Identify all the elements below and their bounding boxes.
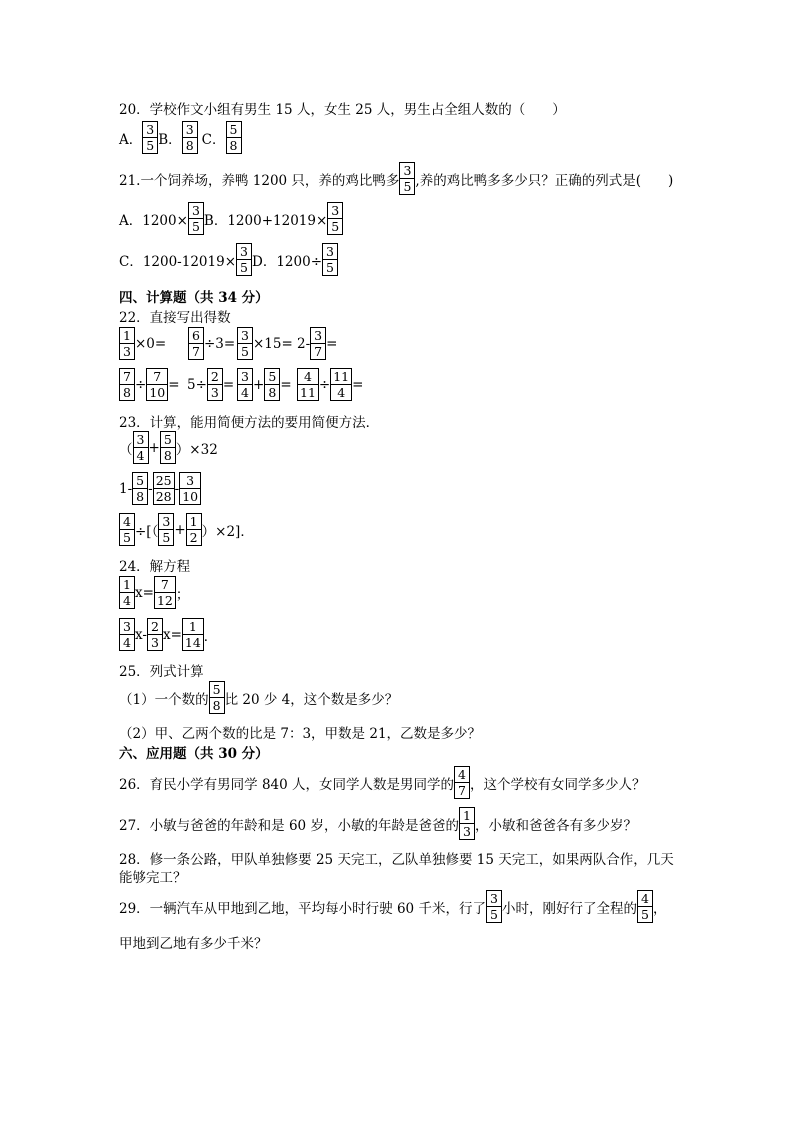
q25-item-1 — [119, 681, 398, 714]
operator: + — [148, 439, 160, 456]
q23-expr-3 — [119, 513, 254, 546]
fraction: $\frac{1}{2}$ — [186, 513, 202, 546]
operator: - — [148, 480, 153, 497]
q22-expr-8 — [297, 368, 363, 401]
fraction: $\frac{3}{5}$ — [327, 202, 343, 235]
expr-text: （1）一个数的 — [119, 691, 209, 708]
q25-title: 25．列式计算 — [119, 664, 204, 680]
fraction: $\frac{3}{5}$ — [236, 243, 252, 276]
q24-eq-1 — [119, 576, 189, 609]
q21-stem — [119, 162, 673, 195]
q22-expr-4 — [297, 327, 337, 360]
fraction: $\frac{3}{5}$ — [322, 243, 338, 276]
q29-text-c: ， — [652, 900, 667, 917]
expr-text: ×15= — [253, 335, 293, 352]
fraction: 3 4 — [133, 431, 149, 464]
operator: ÷ — [318, 376, 331, 393]
option-c-label: C． — [201, 131, 226, 148]
fraction: 3 4 — [119, 618, 135, 651]
fraction: 3 10 — [179, 472, 201, 505]
q29-text-b: 小时，刚好行了全程的 — [501, 900, 637, 917]
q21-text-b: ,养的鸡比鸭多多少只？正确的列式是( ) — [415, 172, 674, 189]
q22-expr-2 — [188, 327, 235, 360]
q27-text-a: 27．小敏与爸爸的年龄和是 60 岁，小敏的年龄是爸爸的 — [119, 817, 459, 834]
fraction: 3 5 — [399, 162, 415, 195]
q22-expr-7 — [237, 368, 292, 401]
section-4-heading: 四、计算题（共 34 分） — [119, 290, 269, 306]
expr-text: 比 20 少 4，这个数是多少？ — [224, 691, 399, 708]
fraction: $\frac{4}{11}$ — [297, 368, 319, 401]
expr-text: 5÷ — [187, 376, 207, 393]
q25-item-2: （2）甲、乙两个数的比是 7：3，甲数是 21，乙数是多少？ — [119, 726, 482, 742]
q26 — [119, 766, 646, 799]
fraction: $\frac{3}{5}$ — [188, 202, 204, 235]
expr-text: ）×32 — [175, 441, 218, 458]
expr-text: 1- — [119, 480, 133, 497]
q23-expr-2 — [119, 472, 201, 505]
q24-eq-2 — [119, 618, 217, 651]
fraction: $\frac{4}{5}$ — [119, 513, 135, 546]
q22-expr-6 — [187, 368, 234, 401]
q22-expr-3 — [237, 327, 293, 360]
fraction: $\frac{5}{8}$ — [264, 368, 280, 401]
q20-options — [119, 121, 242, 154]
fraction: 2 3 — [147, 618, 163, 651]
expr-text: ×0= — [135, 335, 167, 352]
fraction: 3 8 — [182, 121, 198, 154]
fraction: 5 8 — [132, 472, 148, 505]
q27-text-b: ，小敏和爸爸各有多少岁？ — [474, 817, 637, 834]
fraction: 3 5 — [486, 890, 502, 923]
expr-text: （ — [119, 441, 133, 458]
section-6-heading: 六、应用题（共 30 分） — [119, 746, 269, 762]
expr-text: ． — [203, 628, 218, 645]
expr-text: = — [352, 376, 364, 393]
q22-title: 22．直接写出得数 — [119, 310, 231, 326]
fraction: $\frac{3}{5}$ — [237, 327, 253, 360]
expr-text: = — [280, 376, 292, 393]
fraction: 3 5 — [158, 513, 174, 546]
q21-text-a: 21.一个饲养场，养鸭 1200 只，养的鸡比鸭多 — [119, 172, 400, 189]
fraction: 1 3 — [459, 807, 475, 840]
fraction: 3 5 — [142, 121, 158, 154]
fraction: $\frac{7}{10}$ — [146, 368, 168, 401]
fraction: 25 28 — [153, 472, 175, 505]
expr-text: x= — [162, 626, 182, 643]
fraction: $\frac{11}{4}$ — [330, 368, 352, 401]
fraction: $\frac{2}{3}$ — [207, 368, 223, 401]
q21-options-ab — [119, 202, 343, 235]
q28-line-1: 28．修一条公路，甲队单独修要 25 天完工，乙队单独修要 15 天完工，如果两队合作，几天 — [119, 852, 674, 868]
expr-text: x- — [135, 626, 147, 643]
q23-expr-1 — [119, 431, 218, 464]
q29-line-2: 甲地到乙地有多少千米？ — [119, 936, 268, 952]
fraction: 5 8 — [226, 121, 242, 154]
fraction: 3 4 — [237, 368, 253, 401]
expr-text: = — [326, 335, 338, 352]
expr-text: ）×2]． — [201, 523, 254, 540]
q22-expr-5 — [119, 368, 180, 401]
option-c-label: C．1200-12019× — [119, 253, 237, 270]
expr-text: ÷3= — [204, 335, 236, 352]
fraction: 4 7 — [454, 766, 470, 799]
option-a-label: A． — [119, 131, 143, 148]
q23-title: 23．计算，能用简便方法的要用简便方法． — [119, 415, 380, 431]
q26-text-a: 26．育民小学有男同学 840 人，女同学人数是男同学的 — [119, 776, 455, 793]
operator: ÷ — [135, 376, 147, 393]
expr-text: x= — [135, 584, 154, 601]
expr-text: 2- — [297, 335, 311, 352]
q21-options-cd — [119, 243, 338, 276]
option-b-label: B．1200+12019× — [203, 212, 328, 229]
fraction: $\frac{7}{12}$ — [154, 576, 176, 609]
expr-text: = — [222, 376, 235, 393]
operator: + — [174, 521, 186, 538]
fraction: $\frac{1}{14}$ — [182, 618, 204, 651]
fraction: 5 8 — [209, 681, 225, 714]
fraction: 1 4 — [119, 576, 135, 609]
q28-line-2: 能够完工？ — [119, 870, 187, 886]
operator: - — [174, 480, 180, 497]
fraction: 4 5 — [637, 890, 653, 923]
option-d-label: D．1200÷ — [252, 253, 323, 270]
fraction: $\frac{5}{8}$ — [160, 431, 176, 464]
fraction: $\frac{7}{8}$ — [119, 368, 135, 401]
option-a-label: A．1200× — [119, 212, 188, 229]
operator: ÷[（ — [135, 523, 159, 540]
q29-line-1 — [119, 890, 666, 923]
q26-text-b: ，这个学校有女同学多少人？ — [470, 776, 646, 793]
option-b-label: B． — [158, 131, 182, 148]
q24-title: 24．解方程 — [119, 559, 191, 575]
q20-stem: 20．学校作文小组有男生 15 人，女生 25 人，男生占全组人数的（ ） — [119, 102, 566, 118]
fraction: $\frac{1}{3}$ — [119, 327, 135, 360]
q22-expr-1 — [119, 327, 166, 360]
fraction: $\frac{6}{7}$ — [188, 327, 204, 360]
expr-text: ； — [175, 586, 190, 603]
fraction: $\frac{3}{7}$ — [310, 327, 326, 360]
q29-text-a: 29．一辆汽车从甲地到乙地，平均每小时行驶 60 千米，行了 — [119, 900, 486, 917]
expr-text: = — [168, 376, 180, 393]
q27 — [119, 807, 637, 840]
operator: + — [253, 376, 265, 393]
